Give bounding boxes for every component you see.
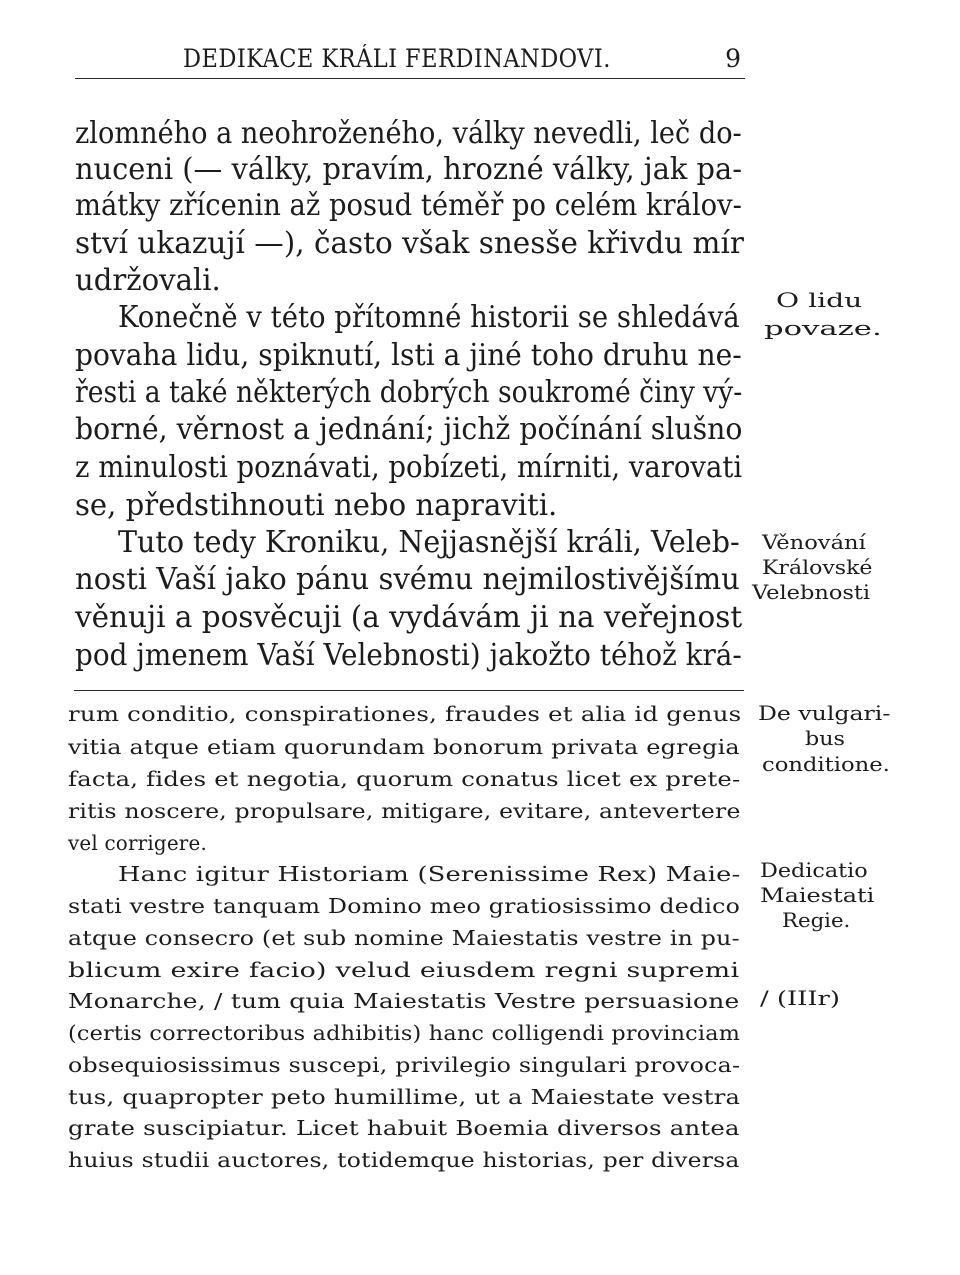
czech-line: se, předstihnouti nebo napraviti. bbox=[75, 488, 558, 523]
czech-line: pod jmenem Vaší Velebnosti) jakožto téhož krá- bbox=[75, 638, 742, 673]
latin-line: obsequiosissimus suscepi, privilegio singulari provoca- bbox=[68, 1053, 741, 1077]
czech-line: řesti a také některých dobrých soukromé činy vý- bbox=[75, 375, 743, 410]
margin-note-de-vulgari: De vulgari- bbox=[758, 701, 891, 725]
czech-line: ství ukazují —), často však snesše křivdu mír bbox=[75, 226, 744, 261]
czech-line: věnuji a posvěcuji (a vydávám ji na veřejnost bbox=[75, 600, 743, 635]
margin-note-folio: / (IIIr) bbox=[760, 986, 840, 1010]
latin-line: vitia atque etiam quorundam bonorum privata egregia bbox=[68, 735, 740, 759]
latin-line: huius studii auctores, totidemque historias, per diversa bbox=[68, 1148, 740, 1172]
czech-line: mátky zřícenin až posud téměř po celém králov- bbox=[75, 188, 742, 223]
czech-line: borné, věrnost a jednání; jichž počínání slušno bbox=[75, 412, 743, 447]
margin-note-de-vulgari: bus bbox=[805, 726, 845, 750]
czech-line: nuceni (— války, pravím, hrozné války, jak pa- bbox=[75, 152, 742, 187]
margin-note-venovani: Královské bbox=[762, 555, 873, 579]
latin-line: (certis correctoribus adhibitis) hanc colligendi provinciam bbox=[68, 1021, 741, 1045]
latin-line: Hanc igitur Historiam (Serenissime Rex) Maie- bbox=[118, 862, 741, 886]
czech-line: povaha lidu, spiknutí, lsti a jiné toho druhu ne- bbox=[75, 338, 742, 373]
page-number: 9 bbox=[725, 44, 741, 73]
section-divider bbox=[74, 690, 744, 691]
czech-line: zlomného a neohroženého, války nevedli, leč do- bbox=[75, 116, 742, 151]
czech-line: nosti Vaší jako pánu svému nejmilostivějšímu bbox=[75, 562, 740, 597]
latin-line: grate suscipiatur. Licet habuit Boemia diversos antea bbox=[68, 1116, 740, 1140]
header-rule bbox=[75, 78, 745, 79]
margin-note-o-lidu: O lidu bbox=[776, 288, 863, 312]
margin-note-o-lidu: povaze. bbox=[764, 316, 882, 340]
latin-line: atque consecro (et sub nomine Maiestatis vestre in pu- bbox=[68, 926, 740, 950]
latin-line: ritis noscere, propulsare, mitigare, evitare, antevertere bbox=[68, 799, 741, 823]
latin-line: blicum exire facio) velud eiusdem regni supremi bbox=[68, 958, 740, 982]
czech-line: z minulosti poznávati, pobízeti, mírniti, varovati bbox=[75, 450, 743, 485]
latin-line: rum conditio, conspirationes, fraudes et alia id genus bbox=[68, 702, 742, 726]
latin-line: vel corrigere. bbox=[68, 831, 207, 855]
running-header-title: DEDIKACE KRÁLI FERDINANDOVI. bbox=[183, 44, 611, 73]
margin-note-venovani: Věnování bbox=[762, 530, 866, 554]
running-header bbox=[75, 44, 745, 84]
latin-line: stati vestre tanquam Domino meo gratiosissimo dedico bbox=[68, 894, 741, 918]
margin-note-dedicatio: Regie. bbox=[782, 908, 851, 932]
czech-line: Tuto tedy Kroniku, Nejjasnější králi, Veleb- bbox=[118, 525, 740, 560]
margin-note-de-vulgari: conditione. bbox=[762, 752, 890, 776]
margin-note-dedicatio: Dedicatio bbox=[760, 858, 868, 882]
margin-note-venovani: Velebnosti bbox=[752, 580, 871, 604]
czech-line: udržovali. bbox=[75, 263, 221, 298]
latin-line: facta, fides et negotia, quorum conatus licet ex prete- bbox=[68, 767, 741, 791]
czech-line: Konečně v této přítomné historii se shledává bbox=[118, 300, 740, 335]
margin-note-dedicatio: Maiestati bbox=[760, 883, 875, 907]
latin-line: tus, quapropter peto humillime, ut a Maiestate vestra bbox=[68, 1085, 741, 1109]
latin-line: Monarche, / tum quia Maiestatis Vestre persuasione bbox=[68, 989, 740, 1013]
